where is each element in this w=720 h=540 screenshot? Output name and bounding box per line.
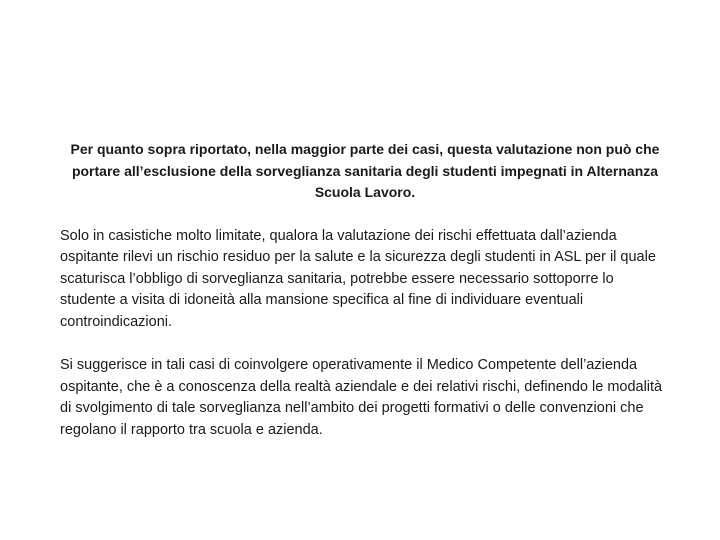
paragraph-suggestion: Si suggerisce in tali casi di coinvolgere operativamente il Medico Competente dell’azienda ospitante, che è a conoscenza della realtà aziendale e dei relativi rischi, definendo le modalità di svolgimento di tale sorveglianza nell’ambito dei progetti formativi o delle convenzioni che regolano il rapporto tra scuola e azienda.	[60, 357, 663, 438]
lead-statement: Per quanto sopra riportato, nella maggior parte dei casi, questa valutazione non può che portare all’esclusione della sorveglianza sanitaria degli studenti impegnati in Alternanza Scuola Lavoro.	[70, 141, 660, 200]
slide-content	[60, 139, 670, 441]
paragraph-limited-cases: Solo in casistiche molto limitate, qualora la valutazione dei rischi effettuata dall’azienda ospitante rilevi un rischio residuo per la salute e la sicurezza degli studenti in ASL per il quale scaturisca l’obbligo di sorveglianza sanitaria, potrebbe essere necessario sottoporre lo studente a visita di idoneità alla mansione specifica al fine di individuare eventuali controindicazioni.	[60, 227, 656, 330]
